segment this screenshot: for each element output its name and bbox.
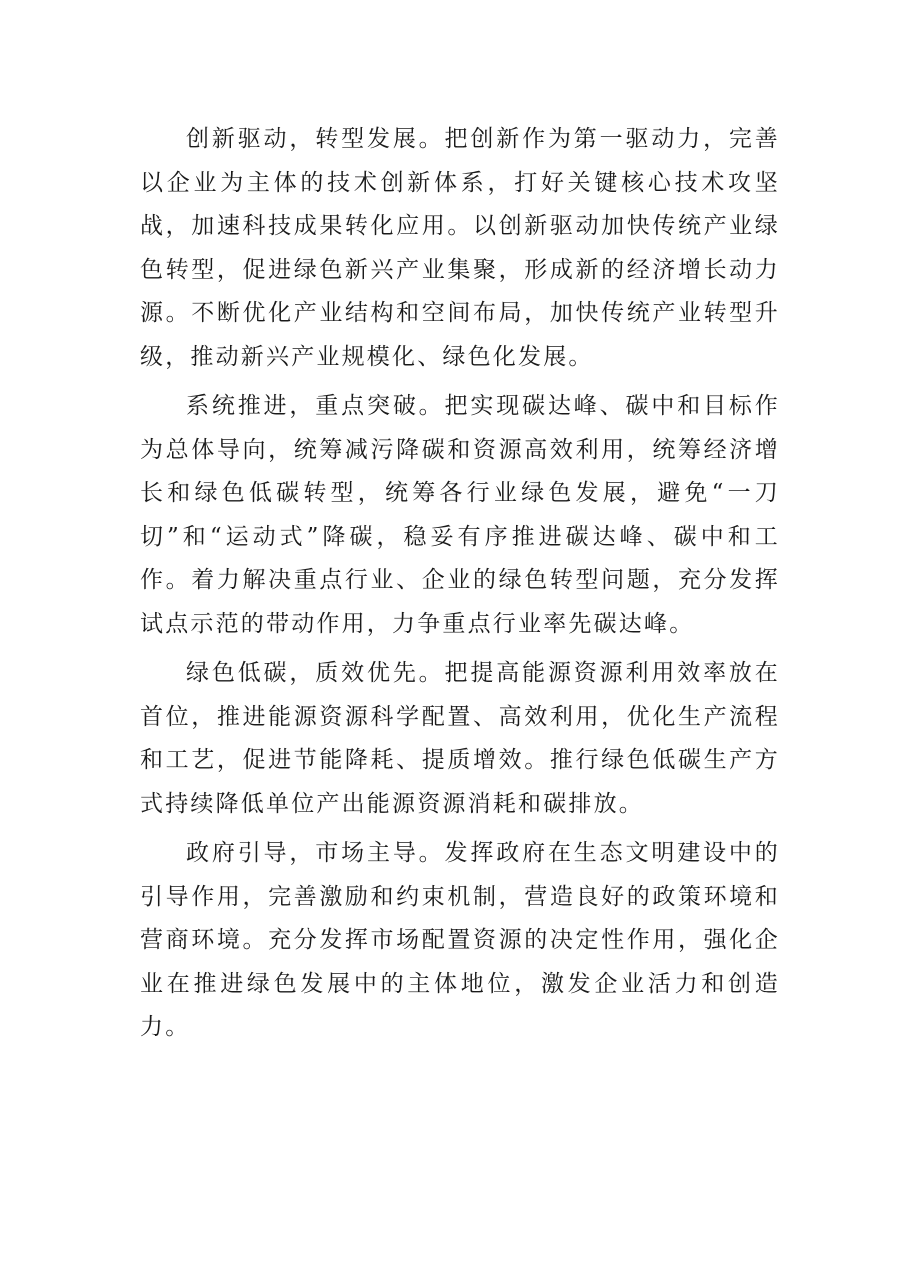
paragraph-government-market: 政府引导，市场主导。发挥政府在生态文明建设中的引导作用，完善激励和约束机制，营造良好的政策环境和营商环境。充分发挥市场配置资源的决定性作用，强化企业在推进绿色发展中的主体地位，激发企业活力和创造力。 [140,840,780,1040]
paragraph-innovation: 创新驱动，转型发展。把创新作为第一驱动力，完善以企业为主体的技术创新体系，打好关键核心技术攻坚战，加速科技成果转化应用。以创新驱动加快传统产业绿色转型，促进绿色新兴产业集聚，形成新的经济增长动力源。不断优化产业结构和空间布局，加快传统产业转型升级，推动新兴产业规模化、绿色化发展。 [140,126,780,370]
document-body [140,118,780,1050]
paragraph-systematic: 系统推进，重点突破。把实现碳达峰、碳中和目标作为总体导向，统筹减污降碳和资源高效利用，统筹经济增长和绿色低碳转型，统筹各行业绿色发展，避免“一刀切”和“运动式”降碳，稳妥有序推进碳达峰、碳中和工作。着力解决重点行业、企业的绿色转型问题，充分发挥试点示范的带动作用，力争重点行业率先碳达峰。 [140,393,780,637]
paragraph-green-low-carbon: 绿色低碳，质效优先。把提高能源资源利用效率放在首位，推进能源资源科学配置、高效利用，优化生产流程和工艺，促进节能降耗、提质增效。推行绿色低碳生产方式持续降低单位产出能源资源消耗和碳排放。 [140,660,780,817]
